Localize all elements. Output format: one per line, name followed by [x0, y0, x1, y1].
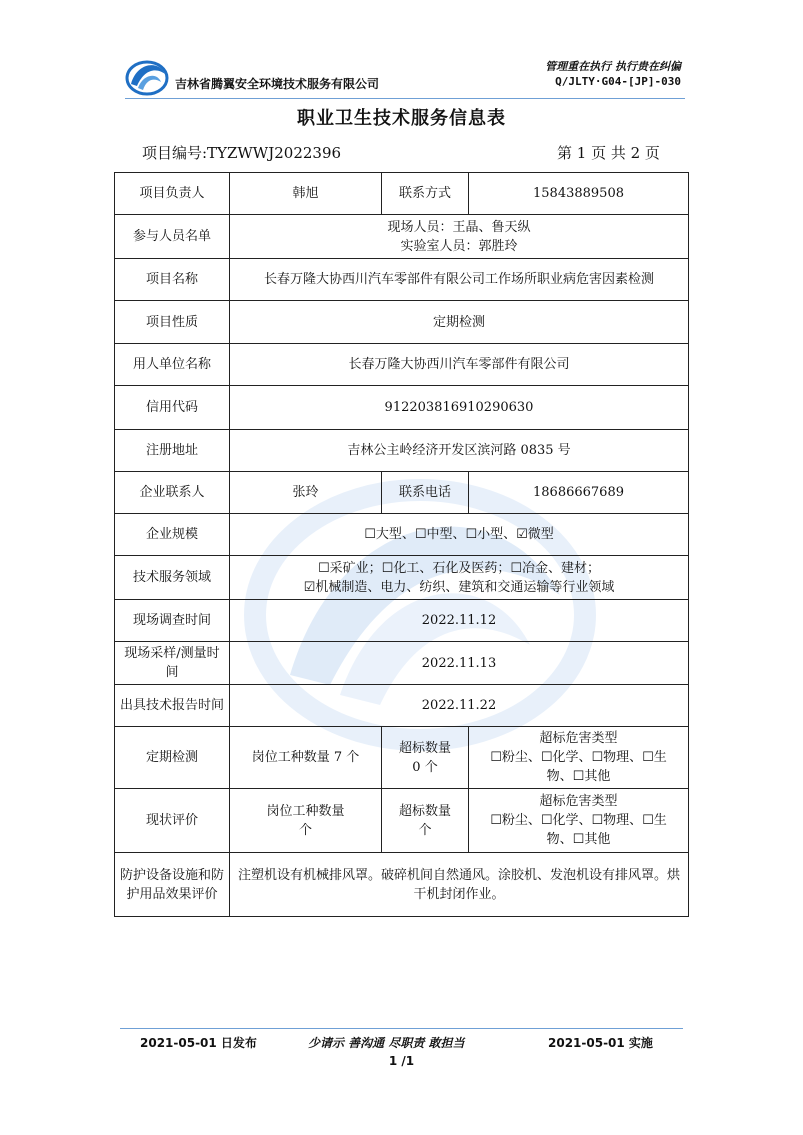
participants-field: 现场人员：王晶、鲁天纵 [387, 219, 531, 235]
company-logo [125, 56, 169, 96]
table-row [115, 556, 689, 600]
project-number: 项目编号:TYZWWJ2022396 [142, 144, 342, 162]
project-leader-value: 韩旭 [230, 173, 382, 215]
table-row [115, 789, 689, 853]
project-name-value: 长春万隆大协西川汽车零部件有限公司工作场所职业病危害因素检测 [230, 259, 689, 301]
protection-evaluation-value: 注塑机设有机械排风罩。破碎机间自然通风。涂胶机、发泡机设有排风罩。烘干机封闭作业。 [230, 853, 689, 917]
contact-label: 联系方式 [382, 173, 469, 215]
status-hazard-line2: 物、☐其他 [546, 832, 611, 847]
company-scale-value: ☐大型、☐中型、☐小型、☑微型 [230, 514, 689, 556]
status-posts-label: 岗位工种数量 [266, 803, 345, 819]
periodic-hazard-title: 超标危害类型 [539, 731, 618, 746]
table-row [115, 472, 689, 514]
service-field-line2: ☑机械制造、电力、纺织、建筑和交通运输等行业领域 [303, 579, 615, 595]
service-field-line1: ☐采矿业；☐化工、石化及医药；☐冶金、建材； [318, 560, 600, 576]
project-nature-value: 定期检测 [230, 301, 689, 344]
page-indicator: 第 1 页 共 2 页 [557, 144, 660, 162]
periodic-hazard-line1: ☐粉尘、☐化学、☐物理、☐生 [490, 750, 667, 765]
report-time-label: 出具技术报告时间 [115, 685, 230, 727]
status-posts [230, 789, 382, 853]
company-name: 吉林省腾翼安全环境技术服务有限公司 [175, 77, 380, 91]
table-row [115, 344, 689, 386]
status-exceed-value: 个 [418, 822, 432, 838]
survey-time-label: 现场调查时间 [115, 600, 230, 642]
status-evaluation-label: 现状评价 [115, 789, 230, 853]
header-divider [125, 98, 685, 99]
sampling-time-value: 2022.11.13 [230, 642, 689, 685]
phone-value: 18686667689 [469, 472, 689, 514]
publish-date: 2021-05-01 日发布 [140, 1036, 257, 1050]
project-name-label: 项目名称 [115, 259, 230, 301]
table-row [115, 642, 689, 685]
table-row [115, 727, 689, 789]
status-posts-value: 个 [298, 822, 312, 838]
contact-value: 15843889508 [469, 173, 689, 215]
status-hazard-types [469, 789, 689, 853]
document-code: Q/JLTY·G04-[JP]-030 [555, 75, 681, 88]
info-table [114, 172, 689, 917]
periodic-detection-label: 定期检测 [115, 727, 230, 789]
sampling-time-label: 现场采样/测量时间 [115, 642, 230, 685]
footer-page-number: 1 /1 [388, 1054, 415, 1068]
table-row [115, 215, 689, 259]
company-contact-value: 张玲 [230, 472, 382, 514]
participants-label: 参与人员名单 [115, 215, 230, 259]
status-hazard-title: 超标危害类型 [539, 794, 618, 809]
periodic-exceed-value: 0 个 [412, 759, 438, 775]
header-motto: 管理重在执行 执行贵在纠偏 [545, 60, 681, 73]
report-time-value: 2022.11.22 [230, 685, 689, 727]
employer-value: 长春万隆大协西川汽车零部件有限公司 [230, 344, 689, 386]
table-row [115, 685, 689, 727]
project-leader-label: 项目负责人 [115, 173, 230, 215]
document-header [125, 48, 685, 100]
company-contact-label: 企业联系人 [115, 472, 230, 514]
company-scale-label: 企业规模 [115, 514, 230, 556]
periodic-hazard-types [469, 727, 689, 789]
table-row [115, 173, 689, 215]
status-exceed-label: 超标数量 [398, 803, 451, 819]
address-value: 吉林公主岭经济开发区滨河路 0835 号 [230, 430, 689, 472]
footer-motto: 少请示 善沟通 尽职责 敢担当 [308, 1036, 465, 1050]
footer-divider [120, 1028, 683, 1029]
participants-lab: 实验室人员：郭胜玲 [400, 238, 518, 254]
page-title: 职业卫生技术服务信息表 [297, 108, 506, 129]
implement-date: 2021-05-01 实施 [548, 1036, 653, 1050]
table-row [115, 514, 689, 556]
project-nature-label: 项目性质 [115, 301, 230, 344]
table-row [115, 600, 689, 642]
protection-evaluation-label: 防护设备设施和防护用品效果评价 [115, 853, 230, 917]
periodic-exceed [382, 727, 469, 789]
table-row [115, 430, 689, 472]
credit-code-value: 912203816910290630 [230, 386, 689, 430]
periodic-exceed-label: 超标数量 [398, 740, 451, 756]
periodic-hazard-line2: 物、☐其他 [546, 769, 611, 784]
address-label: 注册地址 [115, 430, 230, 472]
employer-label: 用人单位名称 [115, 344, 230, 386]
table-row [115, 853, 689, 917]
participants-value [230, 215, 689, 259]
credit-code-label: 信用代码 [115, 386, 230, 430]
table-row [115, 259, 689, 301]
table-row [115, 386, 689, 430]
survey-time-value: 2022.11.12 [230, 600, 689, 642]
service-field-label: 技术服务领域 [115, 556, 230, 600]
table-row [115, 301, 689, 344]
status-exceed [382, 789, 469, 853]
status-hazard-line1: ☐粉尘、☐化学、☐物理、☐生 [490, 813, 667, 828]
service-field-value [230, 556, 689, 600]
periodic-posts: 岗位工种数量 7 个 [230, 727, 382, 789]
phone-label: 联系电话 [382, 472, 469, 514]
